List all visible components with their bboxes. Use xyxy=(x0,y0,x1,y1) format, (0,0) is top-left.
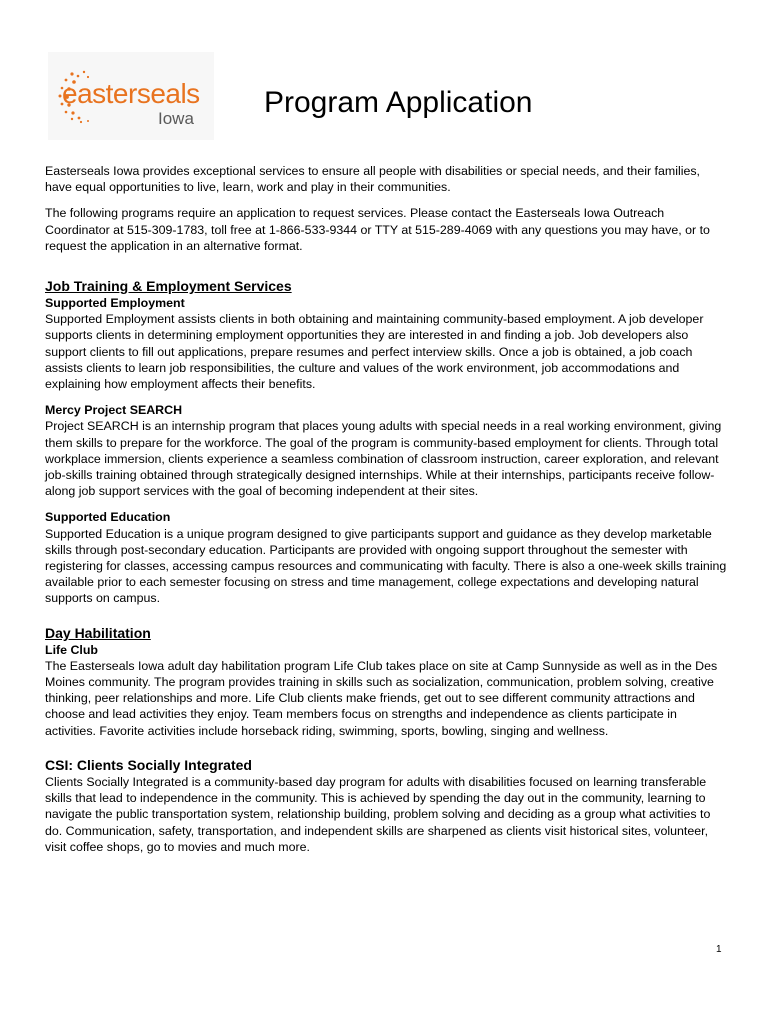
program-title: Life Club xyxy=(45,642,98,657)
program-title: Mercy Project SEARCH xyxy=(45,403,183,418)
program-description: Clients Socially Integrated is a community-based day program for adults with disabilities focused on learning transferable skills that lead to independence in the community. This is achieved by spending the day out in the community, learning to navigate the public transportation system, relationship building, problem solving and deciding as a group what activities to do. Communication, safety, transportation, and independent skills are sharpened as clients visit historical sites, volunteer, visit coffee shops, go to movies and much more. xyxy=(45,774,711,854)
page-number: 1 xyxy=(716,944,722,955)
section-heading: Job Training & Employment Services xyxy=(45,278,292,295)
logo-wordmark: easterseals xyxy=(62,78,200,109)
program-block xyxy=(45,509,728,606)
easterseals-logo xyxy=(48,52,214,140)
intro-paragraph: Easterseals Iowa provides exceptional services to ensure all people with disabilities or special needs, and their families, have equal opportunities to live, learn, work and play in their communities. xyxy=(45,164,700,195)
logo-subtitle: Iowa xyxy=(158,109,194,128)
program-description: Supported Education is a unique program designed to give participants support and guidance as they develop marketable skills through post-secondary education. Participants are provided with ongoing support throughout the semester with registering for classes, accessing campus resources and communicating with faculty. There is also a one-week skills training available prior to each semester focusing on stress and time management, college expectations and developing natural supports on campus. xyxy=(45,526,727,606)
program-description: Project SEARCH is an internship program that places young adults with special needs in a real working environment, giving them skills to prepare for the workforce. The goal of the program is community-based employment for clients. Through total workplace immersion, clients experience a seamless combination of classroom instruction, career exploration, and relevant job-skills training obtained through strategically designed internships. While at their internships, participants receive follow-along job support services with the goal of becoming independent at their sites. xyxy=(45,419,722,499)
section-day-habilitation xyxy=(45,625,728,739)
contact-paragraph: The following programs require an application to request services. Please contact the Easterseals Iowa Outreach Coordinator at 515-309-1783, toll free at 1-866-533-9344 or TTY at 515-289-4069 with any questions you may have, or to request the application in an alternative format. xyxy=(45,206,710,253)
section-heading: CSI: Clients Socially Integrated xyxy=(45,756,252,773)
page-title: Program Application xyxy=(264,86,533,119)
section-heading: Day Habilitation xyxy=(45,624,151,641)
section-csi xyxy=(45,757,728,855)
document-body xyxy=(45,163,728,855)
program-description: The Easterseals Iowa adult day habilitation program Life Club takes place on site at Camp Sunnyside as well as in the Des Moines community. The program provides training in skills such as socialization, communication, problem solving, creative thinking, peer relationships and more. Life Club clients make friends, get out to see different community attractions and choose and lead activities they enjoy. Team members focus on strengths and independence as clients participate in activities. Favorite activities include horseback riding, swimming, sports, bowling, singing and wellness. xyxy=(45,658,718,738)
program-block xyxy=(45,642,728,739)
program-block xyxy=(45,295,728,392)
program-description: Supported Employment assists clients in both obtaining and maintaining community-based employment. A job developer supports clients in determining employment opportunities they are interested in and finding a job. Job developers also support clients to fill out applications, prepare resumes and perfect interview skills. Once a job is obtained, a job coach assists clients to learn job responsibilities, the culture and values of the work environment, job accommodations and explaining how employment affects their benefits. xyxy=(45,312,704,392)
program-title: Supported Education xyxy=(45,510,171,525)
program-block xyxy=(45,402,728,499)
section-job-training xyxy=(45,278,728,607)
program-title: Supported Employment xyxy=(45,296,185,311)
